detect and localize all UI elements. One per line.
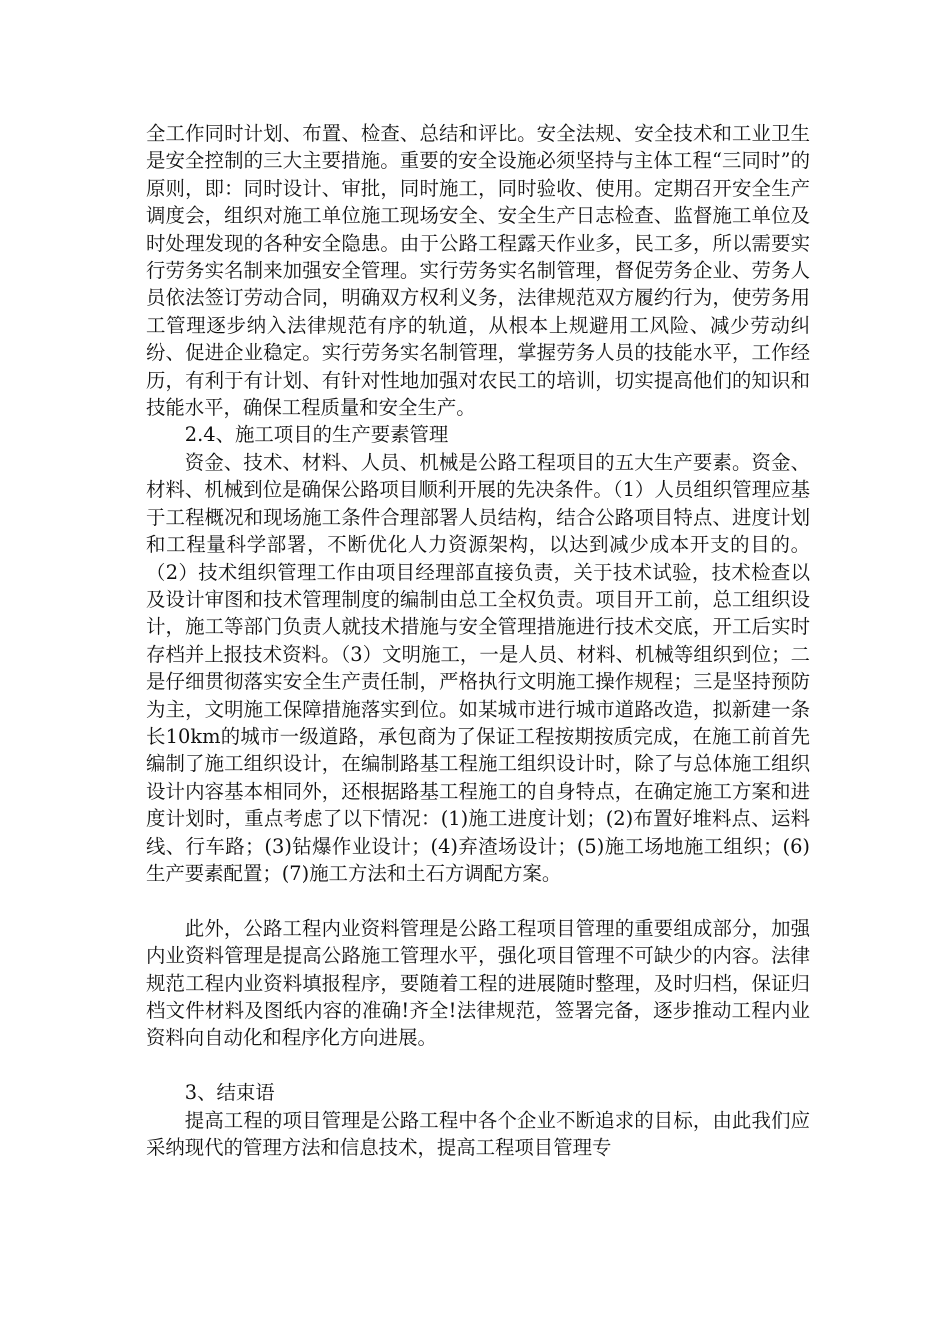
paragraph-gap	[146, 1052, 810, 1079]
body-paragraph-conclusion: 提高工程的项目管理是公路工程中各个企业不断追求的目标，由此我们应采纳现代的管理方法和信息技术，提高工程项目管理专	[146, 1108, 810, 1159]
section-heading-2-4: 2.4、施工项目的生产要素管理	[184, 423, 449, 447]
body-paragraph-safety: 全工作同时计划、布置、检查、总结和评比。安全法规、安全技术和工业卫生是安全控制的三大主要措施。重要的安全设施必须坚持与主体工程“三同时”的原则，即：同时设计、审批，同时施工，同时验收、使用。定期召开安全生产调度会，组织对施工单位施工现场安全、安全生产日志检查、监督施工单位及时处理发现的各种安全隐患。由于公路工程露天作业多，民工多，所以需要实行劳务实名制来加强安全管理。实行劳务实名制管理，督促劳务企业、劳务人员依法签订劳动合同，明确双方权利义务，法律规范双方履约行为，使劳务用工管理逐步纳入法律规范有序的轨道，从根本上规避用工风险、减少劳动纠纷、促进企业稳定。实行劳务实名制管理，掌握劳务人员的技能水平，工作经历，有利于有计划、有针对性地加强对农民工的培训，切实提高他们的知识和技能水平，确保工程质量和安全生产。	[146, 122, 810, 420]
section-heading-3: 3、结束语	[184, 1081, 275, 1105]
body-paragraph-internal-records: 此外，公路工程内业资料管理是公路工程项目管理的重要组成部分，加强内业资料管理是提高公路施工管理水平，强化项目管理不可缺少的内容。法律规范工程内业资料填报程序，要随着工程的进展随时整理，及时归档，保证归档文件材料及图纸内容的准确!齐全!法律规范，签署完备，逐步推动工程内业资料向自动化和程序化方向进展。	[146, 916, 810, 1050]
document-page	[146, 120, 810, 1161]
body-paragraph-production-factors: 资金、技术、材料、人员、机械是公路工程项目的五大生产要素。资金、材料、机械到位是确保公路项目顺利开展的先决条件。（1）人员组织管理应基于工程概况和现场施工条件合理部署人员结构，结合公路项目特点、进度计划和工程量科学部署，不断优化人力资源架构，以达到减少成本开支的目的。（2）技术组织管理工作由项目经理部直接负责，关于技术试验，技术检查以及设计审图和技术管理制度的编制由总工全权负责。项目开工前，总工组织设计，施工等部门负责人就技术措施与安全管理措施进行技术交底，开工后实时存档并上报技术资料。（3）文明施工，一是人员、材料、机械等组织到位；二是仔细贯彻落实安全生产责任制，严格执行文明施工操作规程；三是坚持预防为主，文明施工保障措施落实到位。如某城市进行城市道路改造，拟新建一条长10km的城市一级道路，承包商为了保证工程按期按质完成，在施工前首先编制了施工组织设计，在编制路基工程施工组织设计时，除了与总体施工组织设计内容基本相同外，还根据路基工程施工的自身特点，在确定施工方案和进度计划时，重点考虑了以下情况：(1)施工进度计划；(2)布置好堆料点、运料线、行车路；(3)钻爆作业设计；(4)弃渣场设计；(5)施工场地施工组织；(6)生产要素配置；(7)施工方法和土石方调配方案。	[146, 450, 810, 885]
paragraph-gap	[146, 887, 810, 914]
